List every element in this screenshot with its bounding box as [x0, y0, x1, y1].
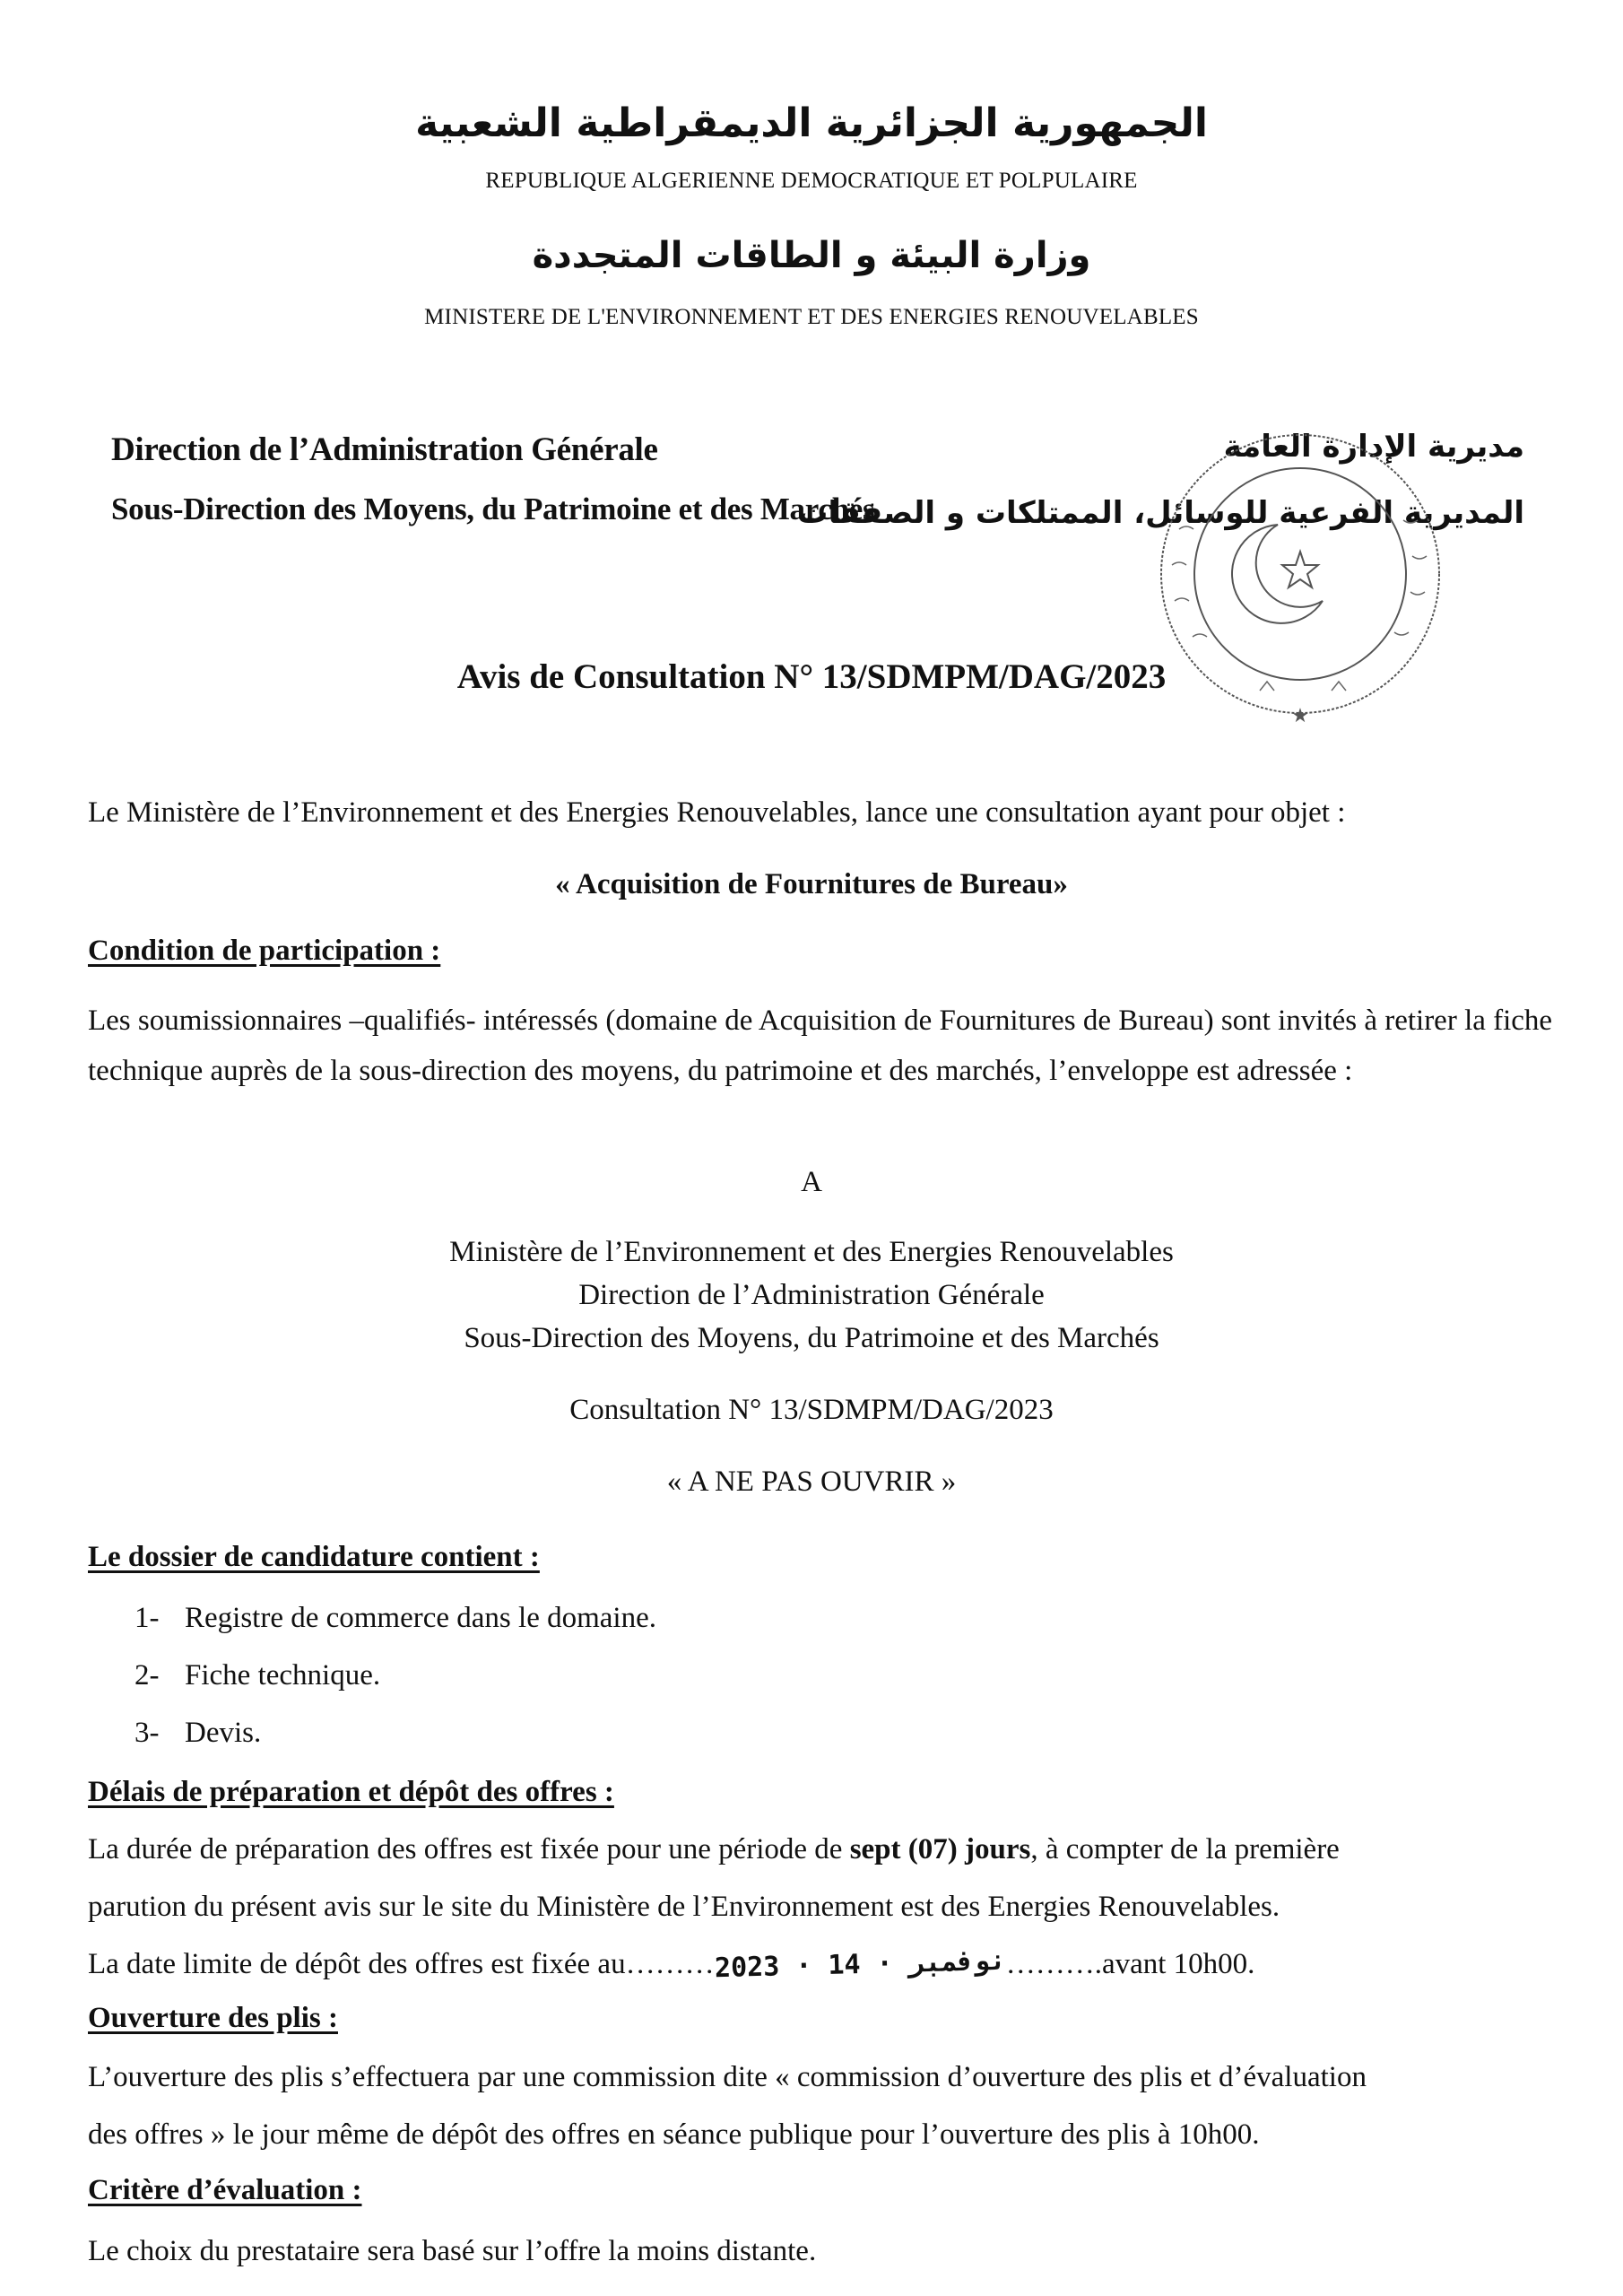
delais-paragraph-1	[88, 1833, 1340, 1866]
delais-paragraph-2: parution du présent avis sur le site du Ministère de l’Environnement est des Energies Renouvelables.	[88, 1891, 1280, 1923]
dossier-item-1-text: Registre de commerce dans le domaine.	[185, 1602, 656, 1634]
address-consultation: Consultation N° 13/SDMPM/DAG/2023	[569, 1394, 1054, 1426]
ouverture-line-1: L’ouverture des plis s’effectuera par une commission dite « commission d’ouverture des plis et d’évaluation	[88, 2061, 1367, 2093]
ministry-french: MINISTERE DE L'ENVIRONNEMENT ET DES ENERGIES RENOUVELABLES	[424, 305, 1199, 329]
dossier-item-1-number: 1-	[135, 1602, 160, 1634]
republic-french: REPUBLIQUE ALGERIENNE DEMOCRATIQUE ET POLPULAIRE	[485, 169, 1138, 193]
address-line1: Ministère de l’Environnement et des Energies Renouvelables	[449, 1236, 1174, 1268]
critere-text: Le choix du prestataire sera basé sur l’offre la moins distante.	[88, 2235, 817, 2267]
address-notice: « A NE PAS OUVRIR »	[666, 1465, 957, 1498]
document-title: Avis de Consultation N° 13/SDMPM/DAG/2023	[456, 657, 1167, 696]
delais-date-line	[88, 1944, 1255, 1985]
dossier-item-3-text: Devis.	[185, 1717, 262, 1749]
critere-heading: Critère d’évaluation :	[88, 2174, 362, 2206]
address-a: A	[801, 1166, 822, 1198]
direction-ar-line1: مديرية الإدارة العامة	[1223, 429, 1524, 465]
dossier-item-2-number: 2-	[135, 1659, 160, 1692]
dossier-item-3-number: 3-	[135, 1717, 160, 1749]
participation-text: Les soumissionnaires –qualifiés- intéressés (domaine de Acquisition de Fournitures de Bureau) sont invités à retirer la fiche technique auprès de la sous-direction des moyens, du patrimoine et des marchés, l’enveloppe est adressée :	[88, 1004, 1553, 1087]
ouverture-heading: Ouverture des plis :	[88, 2002, 338, 2034]
intro-paragraph: Le Ministère de l’Environnement et des Energies Renouvelables, lance une consultation ayant pour objet :	[88, 796, 1346, 829]
address-line3: Sous-Direction des Moyens, du Patrimoine et des Marchés	[464, 1322, 1159, 1354]
date-prefix: La date limite de dépôt des offres est fixée au………	[88, 1948, 715, 1980]
republic-arabic: الجمهورية الجزائرية الديمقراطية الشعبية	[415, 100, 1208, 146]
participation-heading: Condition de participation :	[88, 935, 441, 967]
delais-p1-after: , à compter de la première	[1030, 1833, 1340, 1866]
dossier-item-2-text: Fiche technique.	[185, 1659, 381, 1692]
direction-fr-line1: Direction de l’Administration Générale	[111, 431, 658, 468]
date-suffix: ……….avant 10h00.	[1005, 1948, 1255, 1980]
dossier-heading: Le dossier de candidature contient :	[88, 1541, 540, 1573]
delais-heading: Délais de préparation et dépôt des offres :	[88, 1776, 614, 1808]
svg-text:★: ★	[1291, 705, 1309, 727]
ouverture-line-2: des offres » le jour même de dépôt des offres en séance publique pour l’ouverture des plis à 10h00.	[88, 2118, 1260, 2151]
ministry-arabic: وزارة البيئة و الطاقات المتجددة	[532, 235, 1091, 276]
address-line2: Direction de l’Administration Générale	[578, 1279, 1045, 1311]
direction-fr-line2: Sous-Direction des Moyens, du Patrimoine et des Marchés	[111, 491, 875, 526]
handwritten-date: 2023 · نوفمبر · 14	[714, 1944, 1007, 1985]
direction-ar-line2: المديرية الفرعية للوسائل، الممتلكات و الصفقات	[797, 495, 1524, 531]
delais-p1-before: La durée de préparation des offres est fixée pour une période de	[88, 1833, 850, 1866]
consultation-object: « Acquisition de Fournitures de Bureau»	[555, 868, 1068, 900]
delais-p1-bold: sept (07) jours	[849, 1833, 1031, 1866]
